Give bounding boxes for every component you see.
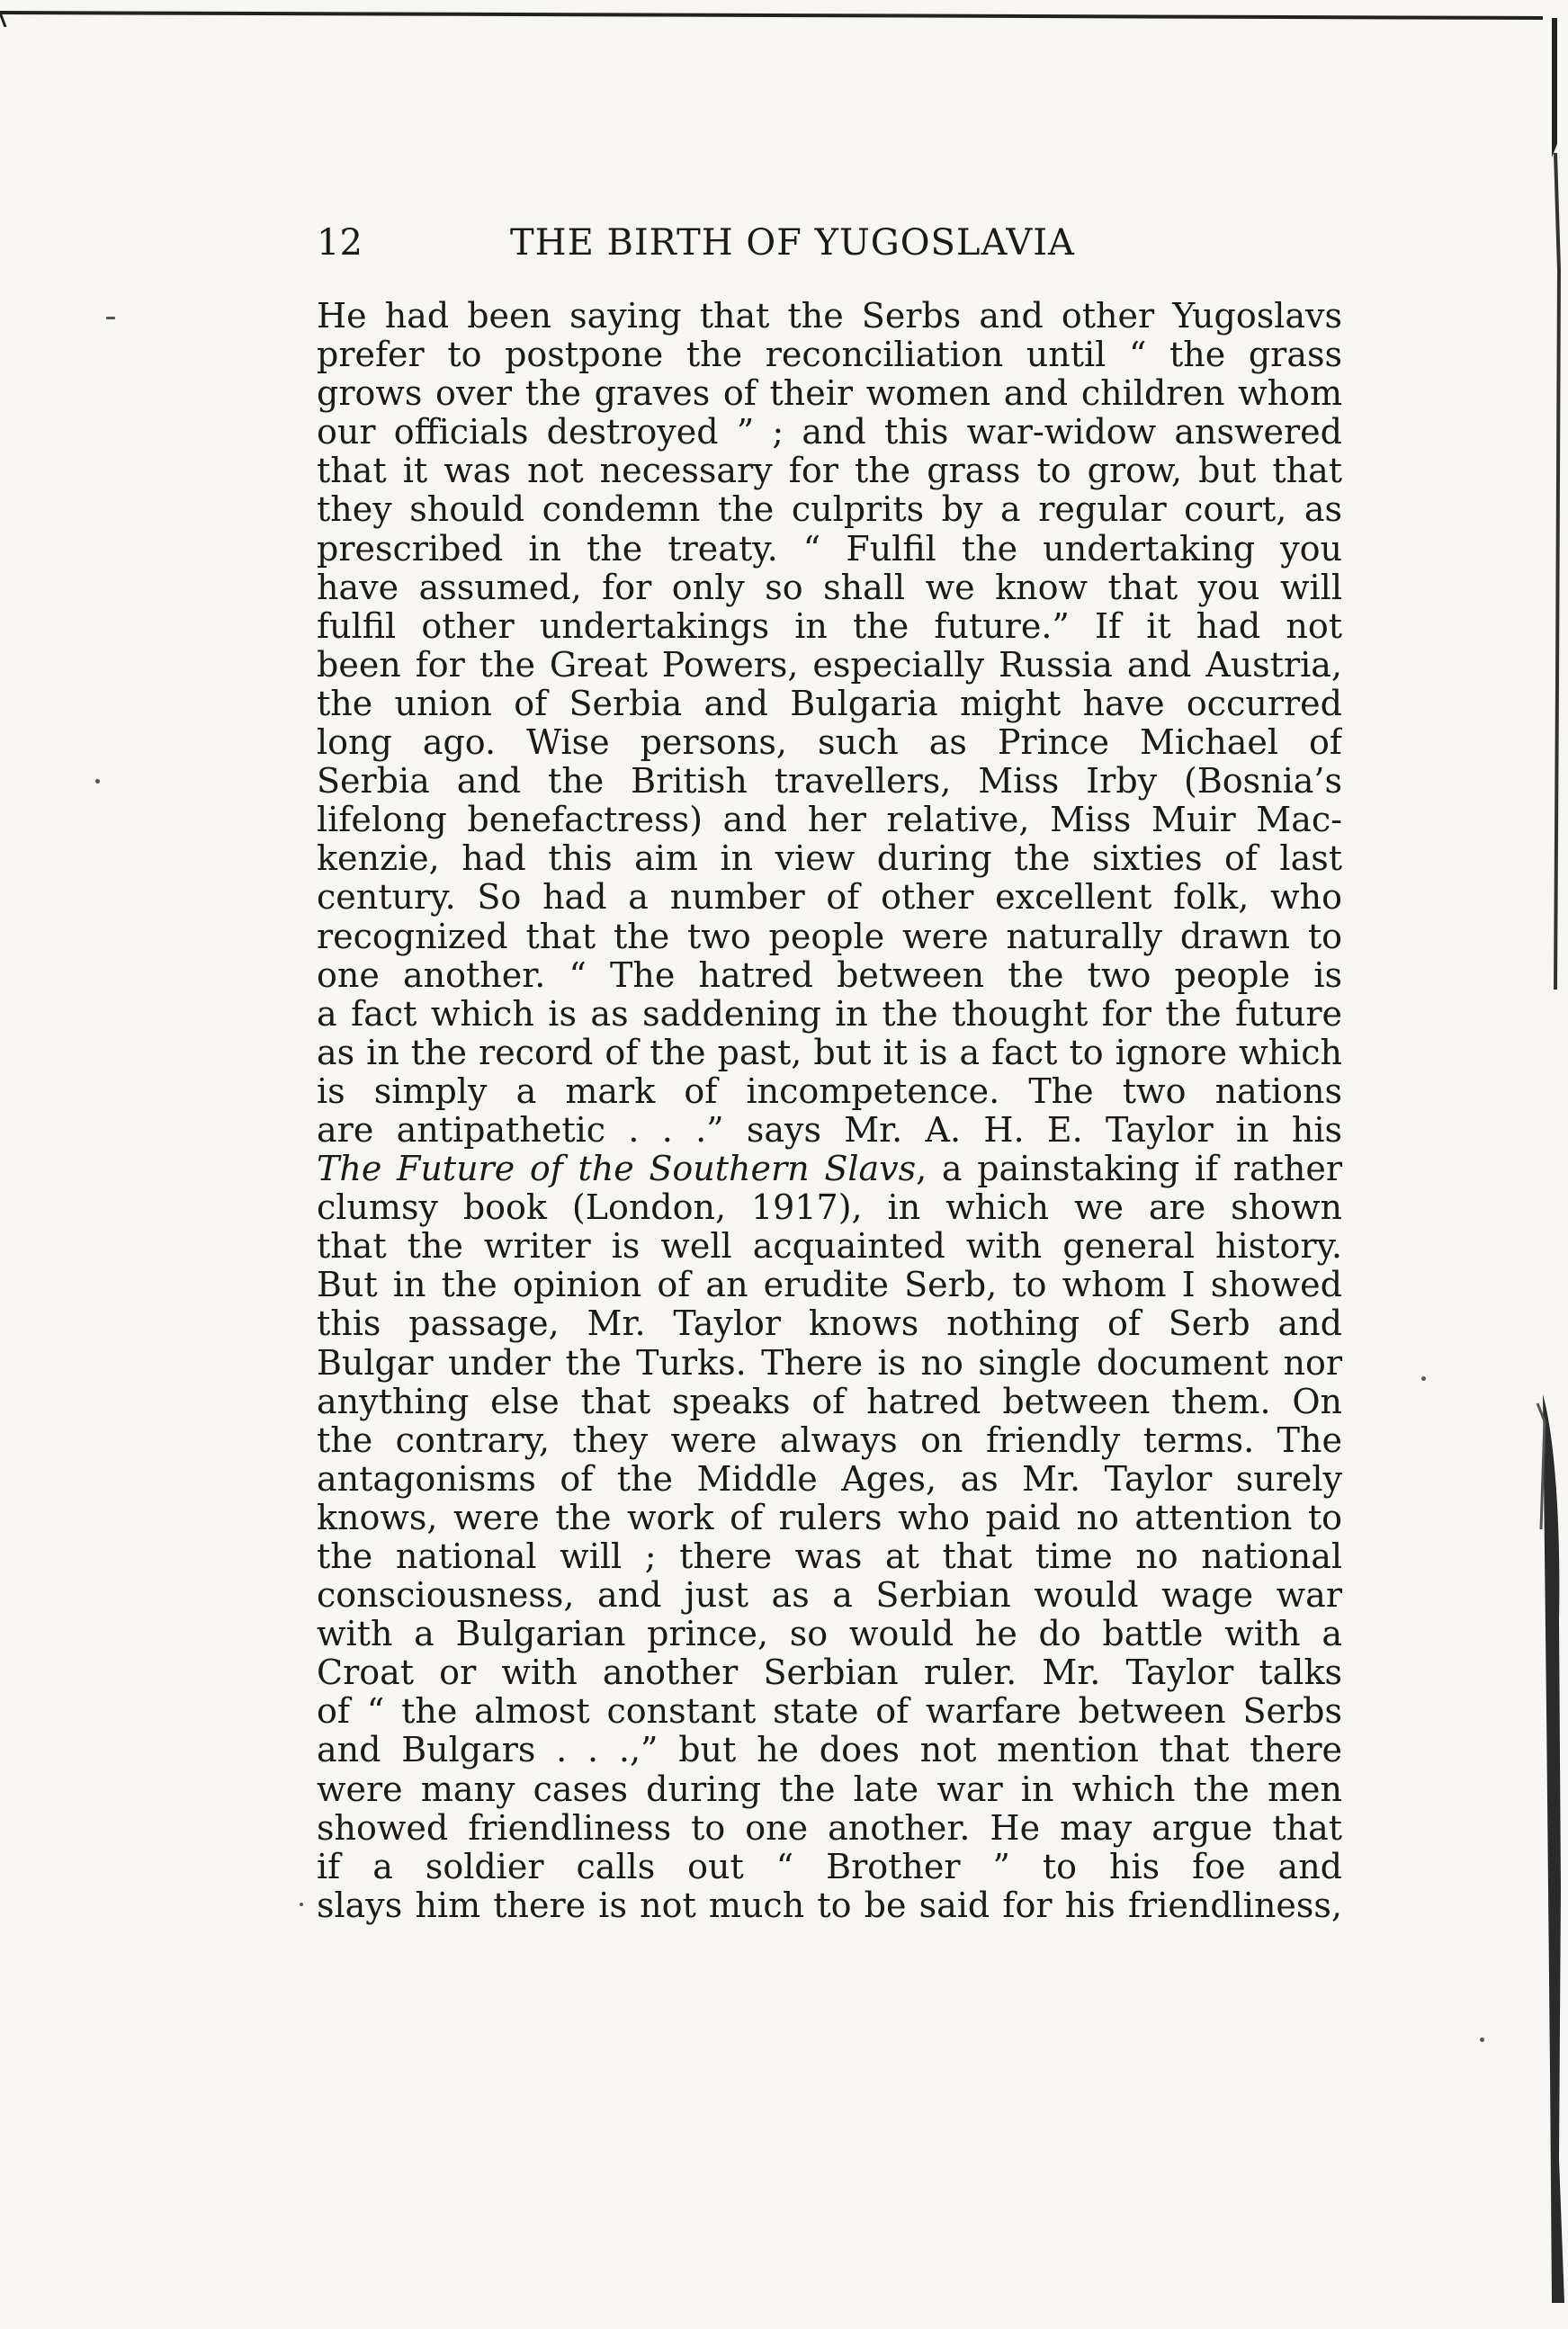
scan-speck [1421, 1376, 1426, 1381]
text-line: antagonisms of the Middle Ages, as Mr. Taylor surely [317, 1459, 1342, 1499]
text-line: our officials destroyed ” ; and this war-widow answered [317, 413, 1342, 452]
text-line: He had been saying that the Serbs and other Yugoslavs [317, 297, 1342, 336]
text-line: slays him there is not much to be said for his friendliness, [317, 1886, 1342, 1925]
text-line: been for the Great Powers, especially Russia and Austria, [317, 645, 1342, 685]
text-line: this passage, Mr. Taylor knows nothing of Serb and [317, 1304, 1342, 1344]
text-line: the contrary, they were always on friendly terms. The [317, 1420, 1342, 1460]
text-line: consciousness, and just as a Serbian would wage war [317, 1576, 1342, 1616]
text-line: recognized that the two people were naturally drawn to [317, 917, 1342, 956]
text-line: clumsy book (London, 1917), in which we are shown [317, 1188, 1342, 1228]
text-line: is simply a mark of incompetence. The two nations [317, 1071, 1342, 1111]
text-line: one another. “ The hatred between the two people is [317, 955, 1342, 995]
text-line: if a soldier calls out “ Brother ” to his foe and [317, 1847, 1342, 1886]
body-text [317, 297, 1342, 1925]
top-border-rule [0, 0, 1543, 27]
book-title-italic: The Future of the Southern Slavs [317, 1150, 917, 1189]
text-line: prefer to postpone the reconciliation until “ the grass [317, 336, 1342, 375]
text-line: showed friendliness to one another. He may argue that [317, 1808, 1342, 1848]
text-line: Bulgar under the Turks. There is no single document nor [317, 1343, 1342, 1383]
text-line: anything else that speaks of hatred between them. On [317, 1382, 1342, 1421]
text-line: as in the record of the past, but it is a fact to ignore which [317, 1033, 1342, 1072]
text-line: were many cases during the late war in which the men [317, 1769, 1342, 1809]
running-title: THE BIRTH OF YUGOSLAVIA [510, 222, 1075, 264]
text-line: long ago. Wise persons, such as Prince Michael of [317, 723, 1342, 763]
text-line: lifelong benefactress) and her relative, Miss Muir Mac- [317, 801, 1342, 840]
text-line: But in the opinion of an erudite Serb, to whom I showed [317, 1266, 1342, 1305]
running-header [317, 216, 1342, 270]
text-line: that the writer is well acquainted with general history. [317, 1227, 1342, 1267]
text-line: a fact which is as saddening in the thought for the future [317, 994, 1342, 1034]
page-number: 12 [317, 222, 363, 264]
text-line-with-book-title [317, 1150, 1342, 1188]
text-line: have assumed, for only so shall we know that you will [317, 568, 1342, 607]
text-line: Croat or with another Serbian ruler. Mr. Taylor talks [317, 1653, 1342, 1693]
scan-speck [1480, 2038, 1484, 2042]
page-binding-edge [1525, 0, 1568, 2329]
text-line: are antipathetic . . .” says Mr. A. H. E. Taylor in his [317, 1110, 1342, 1150]
scan-speck [95, 779, 100, 784]
text-line: kenzie, had this aim in view during the sixties of last [317, 839, 1342, 879]
text-line: the union of Serbia and Bulgaria might have occurred [317, 684, 1342, 723]
scan-speck [300, 1903, 303, 1906]
text-line: and Bulgars . . .,” but he does not mention that there [317, 1731, 1342, 1770]
text-line: prescribed in the treaty. “ Fulfil the undertaking you [317, 529, 1342, 569]
text-line-rest: , a painstaking if rather [916, 1150, 1342, 1189]
text-line: fulfil other undertakings in the future.” If it had not [317, 606, 1342, 646]
text-line: grows over the graves of their women and children whom [317, 374, 1342, 414]
text-line: of “ the almost constant state of warfare between Serbs [317, 1692, 1342, 1732]
text-line: that it was not necessary for the grass to grow, but that [317, 452, 1342, 491]
text-line: with a Bulgarian prince, so would he do battle with a [317, 1615, 1342, 1654]
text-line: Serbia and the British travellers, Miss Irby (Bosnia’s [317, 762, 1342, 802]
text-line: knows, were the work of rulers who paid no attention to [317, 1498, 1342, 1537]
scan-speck [106, 317, 115, 319]
text-line: century. So had a number of other excellent folk, who [317, 878, 1342, 918]
text-line: they should condemn the culprits by a regular court, as [317, 490, 1342, 530]
text-line: the national will ; there was at that time no national [317, 1537, 1342, 1576]
